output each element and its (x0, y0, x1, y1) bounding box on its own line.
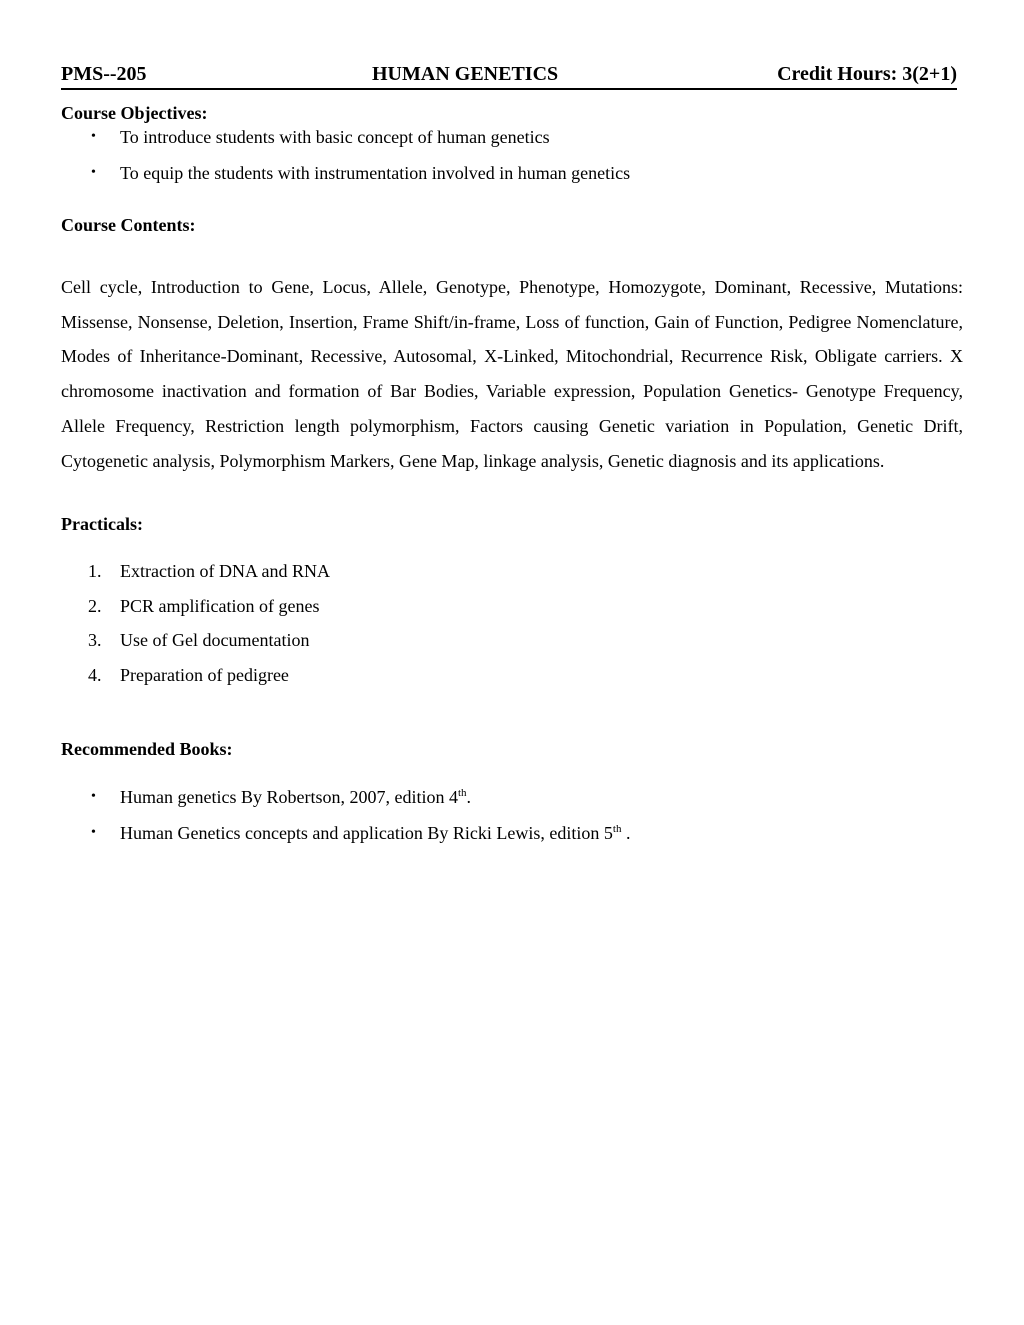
books-list (61, 786, 963, 844)
books-heading: Recommended Books: (61, 739, 233, 759)
item-number: 4. (88, 664, 102, 685)
contents-heading: Course Contents: (61, 215, 196, 235)
bullet-icon: • (91, 165, 96, 180)
list-item (61, 162, 963, 184)
bullet-icon: • (91, 129, 96, 144)
book-text: Human genetics By Robertson, 2007, edition 4 (120, 787, 458, 807)
practical-text: PCR amplification of genes (120, 595, 320, 616)
objectives-list (61, 126, 963, 184)
course-title: HUMAN GENETICS (372, 63, 559, 85)
item-number: 1. (88, 561, 102, 581)
credit-hours: Credit Hours: 3(2+1) (777, 63, 957, 85)
course-code: PMS--205 (61, 63, 147, 85)
course-header (61, 62, 957, 90)
ordinal-suffix: th (457, 787, 467, 799)
contents-paragraph: Cell cycle, Introduction to Gene, Locus, Allele, Genotype, Phenotype, Homozygote, Dominant, Recessive, Mutations: Missense, Nonsense, Deletion, Insertion, Frame Shift/in-frame, Loss of function, Gain of Function, Pedigree Nomenclature, Modes of Inheritance-Dominant, Recessive, Autosomal, X-Linked, Mitochondrial, Recurrence Risk, Obligate carriers. X chromosome inactivation and formation of Bar Bodies, Variable expression, Population Genetics- Genotype Frequency, Allele Frequency, Restriction length polymorphism, Factors causing Genetic variation in Population, Genetic Drift, Cytogenetic analysis, Polymorphism Markers, Gene Map, linkage analysis, Genetic diagnosis and its applications. (61, 277, 963, 471)
book-text-end: . (621, 823, 631, 843)
list-item (61, 595, 330, 630)
list-item (61, 126, 963, 148)
practical-text: Preparation of pedigree (120, 664, 289, 685)
bullet-icon: • (91, 789, 96, 804)
bullet-icon: • (91, 825, 96, 840)
practicals-list (61, 560, 330, 698)
objective-text: To introduce students with basic concept of human genetics (120, 127, 550, 147)
item-number: 3. (88, 630, 102, 650)
book-text: Human Genetics concepts and application By Ricki Lewis, edition 5 (120, 823, 613, 843)
objective-text: To equip the students with instrumentation involved in human genetics (120, 163, 631, 183)
book-text-end: . (466, 787, 472, 807)
objectives-heading: Course Objectives: (61, 103, 208, 123)
list-item (61, 664, 330, 699)
list-item (61, 786, 963, 808)
practicals-heading: Practicals: (61, 514, 143, 534)
ordinal-suffix: th (612, 823, 622, 835)
list-item (61, 560, 330, 595)
practical-text: Extraction of DNA and RNA (120, 561, 330, 581)
item-number: 2. (88, 595, 102, 616)
list-item (61, 629, 330, 664)
list-item (61, 822, 963, 844)
practical-text: Use of Gel documentation (120, 630, 310, 650)
